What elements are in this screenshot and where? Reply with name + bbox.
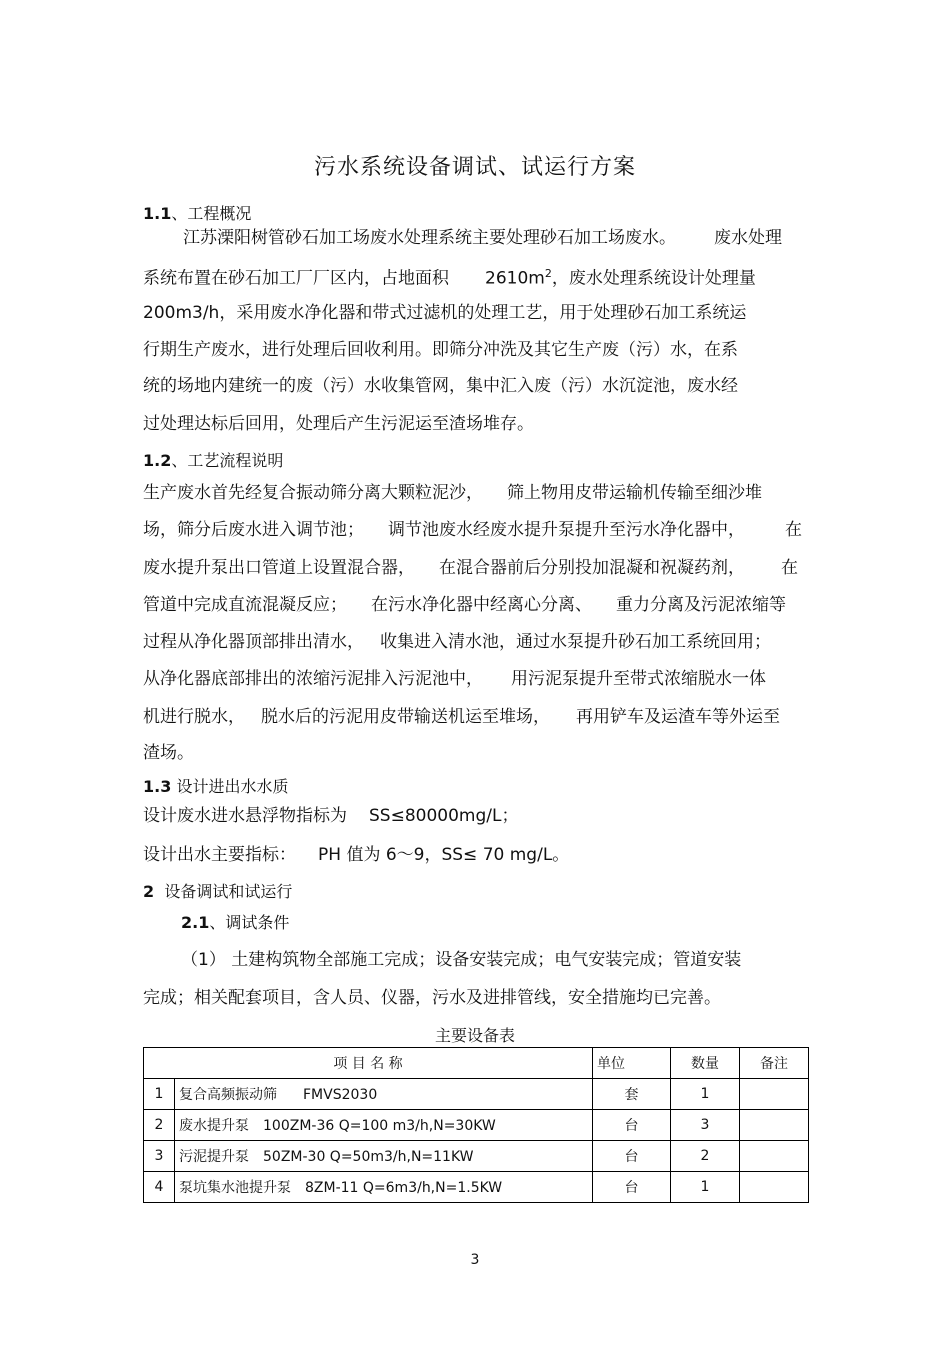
- paragraph-line: [143, 667, 766, 691]
- table-caption: 主要设备表: [434, 1026, 515, 1045]
- text-segment: 收集进入清水池，通过水泵提升砂石加工系统回用；: [380, 632, 771, 652]
- equipment-model: 8ZM-11 Q=6m3/h,N=1.5KW: [305, 1180, 503, 1196]
- paragraph-line: 行期生产废水，进行处理后回收利用。即筛分冲洗及其它生产废（污）水，在系: [143, 340, 738, 360]
- text-segment: 管道中完成直流混凝反应；: [143, 595, 347, 615]
- text-segment: 脱水后的污泥用皮带输送机运至堆场，: [261, 707, 550, 727]
- paragraph-line: [143, 630, 771, 654]
- row-name-cell: [175, 1172, 593, 1203]
- row-name-cell: [175, 1141, 593, 1172]
- text-segment: 在混合器前后分别投加混凝和祝凝药剂，: [439, 558, 745, 578]
- section-number: 2: [143, 882, 155, 901]
- header-unit: 单位: [593, 1048, 671, 1079]
- text-segment: 用污泥泵提升至带式浓缩脱水一体: [511, 669, 766, 689]
- text-segment: 从净化器底部排出的浓缩污泥排入污泥池中，: [143, 669, 483, 689]
- equipment-name: 废水提升泵: [179, 1118, 249, 1134]
- equipment-model: 100ZM-36 Q=100 m3/h,N=30KW: [263, 1118, 496, 1134]
- row-note: [740, 1141, 809, 1172]
- paragraph-line: （1） 土建构筑物全部施工完成；设备安装完成；电气安装完成；管道安装: [181, 950, 742, 970]
- paragraph-line: 过处理达标后回用，处理后产生污泥运至渣场堆存。: [143, 414, 534, 434]
- text-segment: 筛上物用皮带运输机传输至细沙堆: [507, 483, 762, 503]
- section-1-3-heading: [143, 776, 288, 798]
- section-label: 、调试条件: [209, 913, 290, 932]
- section-number: 1.3: [143, 777, 172, 796]
- row-index: 3: [144, 1141, 175, 1172]
- equipment-table: [143, 1047, 809, 1203]
- table-row: [144, 1172, 809, 1203]
- row-note: [740, 1079, 809, 1110]
- text-segment: 在污水净化器中经离心分离、: [371, 595, 592, 615]
- row-name-cell: [175, 1079, 593, 1110]
- section-number: 1.2: [143, 451, 172, 470]
- row-qty: 1: [671, 1172, 740, 1203]
- text-segment: 系统布置在砂石加工厂厂区内，占地面积: [143, 268, 449, 289]
- row-unit: 台: [593, 1172, 671, 1203]
- text-segment: 再用铲车及运渣车等外运至: [576, 707, 780, 727]
- header-qty: 数量: [671, 1048, 740, 1079]
- text-segment: 废水提升泵出口管道上设置混合器，: [143, 558, 415, 578]
- row-index: 2: [144, 1110, 175, 1141]
- paragraph-line: 完成；相关配套项目，含人员、仪器，污水及进排管线，安全措施均已完善。: [143, 988, 721, 1008]
- text-segment: PH 值为 6～9，SS≤ 70 mg/L。: [318, 845, 570, 865]
- text-segment: SS≤80000mg/L；: [369, 806, 519, 826]
- paragraph-line: [143, 518, 802, 542]
- table-row: [144, 1079, 809, 1110]
- equipment-name: 复合高频振动筛: [179, 1087, 277, 1103]
- paragraph-line: [143, 556, 798, 580]
- text-segment: 调节池废水经废水提升泵提升至污水净化器中，: [388, 520, 745, 540]
- section-label: 、工程概况: [171, 204, 252, 223]
- paragraph-line: [143, 843, 569, 867]
- row-note: [740, 1110, 809, 1141]
- section-2-heading: [143, 881, 292, 903]
- paragraph-line: 200m3/h，采用废水净化器和带式过滤机的处理工艺，用于处理砂石加工系统运: [143, 303, 747, 323]
- text-segment: 2610m: [485, 268, 545, 289]
- page-number: 3: [470, 1252, 480, 1268]
- equipment-model: FMVS2030: [303, 1087, 378, 1103]
- row-unit: 台: [593, 1141, 671, 1172]
- table-row: [144, 1141, 809, 1172]
- equipment-model: 50ZM-30 Q=50m3/h,N=11KW: [263, 1149, 474, 1165]
- paragraph-line: [143, 481, 762, 505]
- row-unit: 台: [593, 1110, 671, 1141]
- superscript: 2: [544, 267, 552, 280]
- paragraph-line: [143, 705, 780, 729]
- row-note: [740, 1172, 809, 1203]
- table-header-row: [144, 1048, 809, 1079]
- section-1-1-heading: [143, 203, 251, 225]
- section-number: 1.1: [143, 204, 172, 223]
- row-qty: 3: [671, 1110, 740, 1141]
- row-unit: 套: [593, 1079, 671, 1110]
- paragraph-line: [183, 226, 782, 250]
- text-segment: 设计出水主要指标：: [143, 845, 296, 865]
- text-segment: 在: [785, 520, 802, 540]
- equipment-name: 污泥提升泵: [179, 1149, 249, 1165]
- text-segment: 重力分离及污泥浓缩等: [616, 595, 786, 615]
- header-note: 备注: [740, 1048, 809, 1079]
- text-segment: ，废水处理系统设计处理量: [551, 268, 756, 289]
- paragraph-line: 统的场地内建统一的废（污）水收集管网，集中汇入废（污）水沉淀池，废水经: [143, 376, 738, 396]
- section-2-1-heading: [181, 912, 289, 934]
- text-segment: 机进行脱水，: [143, 707, 245, 727]
- section-label: 设备调试和试运行: [164, 882, 293, 901]
- document-title: 污水系统设备调试、试运行方案: [313, 155, 636, 180]
- table-row: [144, 1110, 809, 1141]
- paragraph-line: [143, 804, 518, 828]
- paragraph-line: [143, 593, 786, 617]
- row-name-cell: [175, 1110, 593, 1141]
- equipment-name: 泵坑集水池提升泵: [179, 1180, 291, 1196]
- section-label: 设计进出水水质: [176, 777, 289, 796]
- paragraph-line: [143, 262, 756, 291]
- text-segment: 废水处理: [714, 228, 782, 248]
- text-segment: 场，筛分后废水进入调节池；: [143, 520, 364, 540]
- row-index: 1: [144, 1079, 175, 1110]
- row-qty: 2: [671, 1141, 740, 1172]
- text-segment: 生产废水首先经复合振动筛分离大颗粒泥沙，: [143, 483, 483, 503]
- section-number: 2.1: [181, 913, 210, 932]
- paragraph-line: 渣场。: [143, 743, 194, 763]
- section-1-2-heading: [143, 450, 283, 472]
- header-name: 项 目 名 称: [144, 1048, 593, 1079]
- text-segment: 在: [781, 558, 798, 578]
- row-qty: 1: [671, 1079, 740, 1110]
- text-segment: 设计废水进水悬浮物指标为: [143, 806, 347, 826]
- text-segment: 过程从净化器顶部排出清水，: [143, 632, 364, 652]
- row-index: 4: [144, 1172, 175, 1203]
- section-label: 、工艺流程说明: [171, 451, 284, 470]
- text-segment: 江苏溧阳树管砂石加工场废水处理系统主要处理砂石加工场废水。: [183, 228, 676, 248]
